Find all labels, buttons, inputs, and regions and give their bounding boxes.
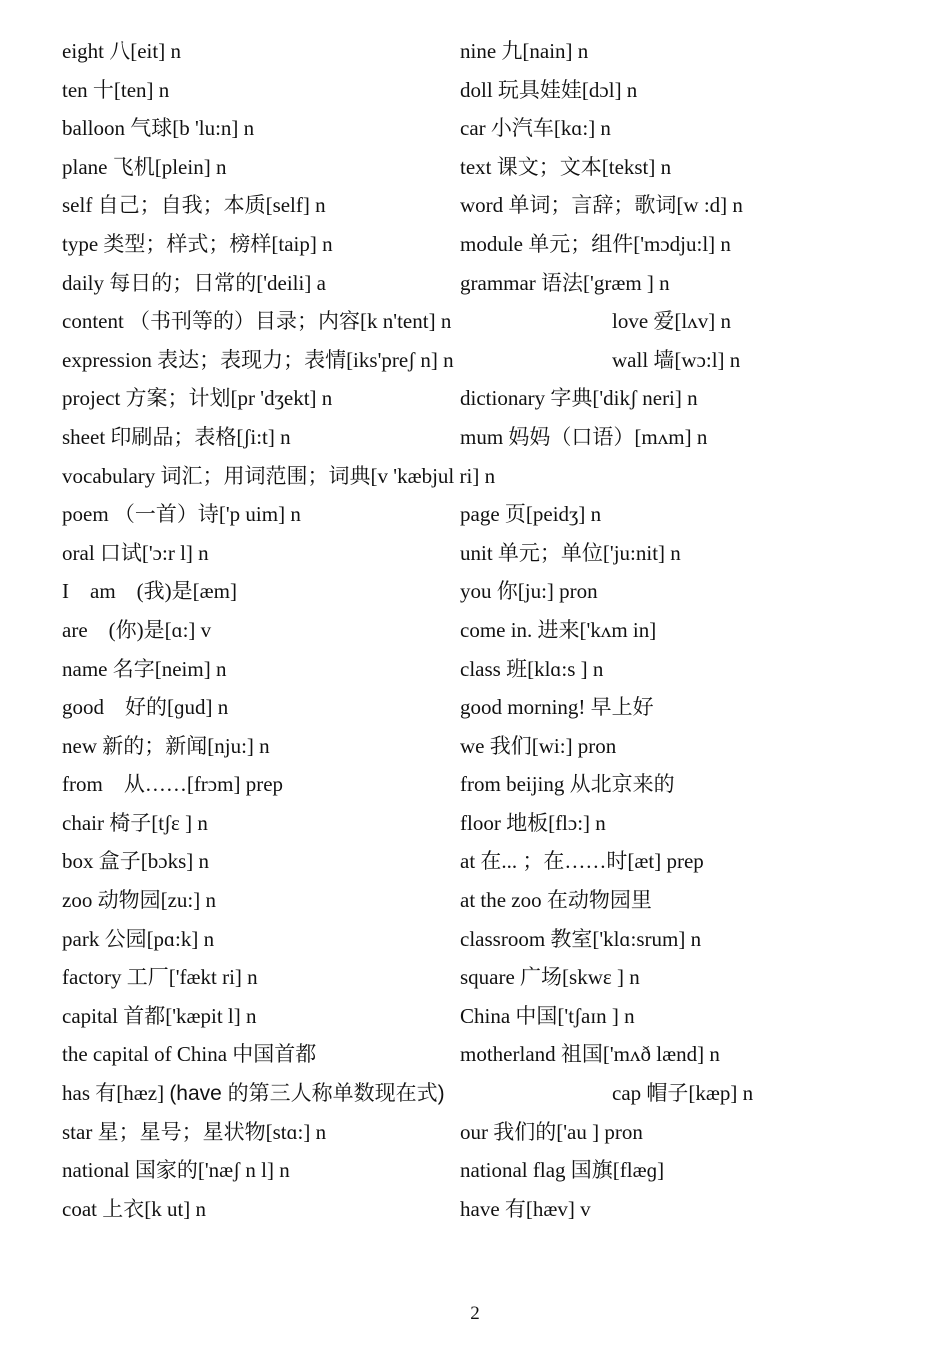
vocab-entry-right: square 广场[skwɛ ] n [460, 965, 640, 990]
vocab-row [62, 418, 902, 457]
vocab-entry-right: at 在... ；在……时[æt] prep [460, 849, 704, 874]
vocab-row [62, 341, 902, 380]
vocab-entry-right: come in. 进来['kʌm in] [460, 617, 657, 642]
vocab-entry-right: our 我们的['au ] pron [460, 1119, 643, 1144]
vocab-row [62, 1113, 902, 1152]
vocab-entry-left: the capital of China 中国首都 [62, 1042, 317, 1067]
vocab-row [62, 225, 902, 264]
vocab-row [62, 727, 902, 766]
vocab-row [62, 958, 902, 997]
vocab-entry-right: classroom 教室['klɑ:srum] n [460, 926, 702, 951]
vocab-entry-left: type 类型；样式；榜样[taip] n [62, 231, 333, 256]
vocab-entry-left [62, 1074, 445, 1114]
vocab-entry-right: China 中国['tʃaɪn ] n [460, 1003, 635, 1028]
vocab-entry-right: floor 地板[flɔ:] n [460, 810, 606, 835]
vocab-row [62, 32, 902, 71]
vocab-entry-left: sheet 印刷品；表格[ʃi:t] n [62, 424, 291, 449]
vocab-entry-right: wall 墙[wɔ:l] n [612, 347, 741, 372]
vocab-entry-right: mum 妈妈（口语）[mʌm] n [460, 424, 708, 449]
vocab-entry-right: national flag 国旗[flæɡ] [460, 1158, 665, 1183]
vocab-row [62, 186, 902, 225]
vocab-entry-left: expression 表达；表现力；表情[iks'preʃ n] n [62, 347, 454, 372]
vocab-entry-right: car 小汽车[kɑ:] n [460, 116, 611, 141]
vocab-entry-right: class 班[klɑ:s ] n [460, 656, 604, 681]
vocab-row [62, 842, 902, 881]
vocab-row [62, 881, 902, 920]
vocab-entry-left: factory 工厂['fækt ri] n [62, 965, 258, 990]
vocab-entry-left: new 新的；新闻[nju:] n [62, 733, 270, 758]
vocab-row [62, 148, 902, 187]
vocab-row [62, 109, 902, 148]
vocab-row [62, 1074, 902, 1113]
vocab-row [62, 1035, 902, 1074]
vocabulary-list [62, 32, 902, 1228]
vocab-entry-left: balloon 气球[b 'lu:n] n [62, 116, 255, 141]
vocab-row [62, 804, 902, 843]
vocab-row [62, 379, 902, 418]
vocab-entry-left: chair 椅子[tʃɛ ] n [62, 810, 208, 835]
vocab-entry-right: nine 九[nain] n [460, 39, 589, 63]
vocab-entry-right: page 页[peidʒ] n [460, 502, 602, 527]
vocab-entry-left: I am (我)是[æm] [62, 579, 237, 604]
vocab-row [62, 1151, 902, 1190]
vocab-row [62, 534, 902, 573]
has-entry-word: has 有[hæz] [62, 1081, 170, 1106]
vocab-entry-left: from 从……[frɔm] prep [62, 772, 284, 797]
vocab-entry-left: project 方案；计划[pr 'dʒekt] n [62, 386, 333, 411]
vocab-entry-left: vocabulary 词汇；用词范围；词典[v 'kæbjul ri] n [62, 463, 496, 488]
vocab-row [62, 1190, 902, 1229]
vocab-row [62, 650, 902, 689]
vocab-entry-right: text 课文；文本[tekst] n [460, 154, 672, 179]
vocab-entry-left: plane 飞机[plein] n [62, 154, 227, 179]
vocab-row [62, 688, 902, 727]
page-number: 2 [470, 1303, 480, 1324]
vocab-entry-right: good morning! 早上好 [460, 695, 654, 720]
vocab-entry-left: park 公园[pɑ:k] n [62, 926, 215, 951]
vocab-row [62, 997, 902, 1036]
vocab-entry-right: module 单元；组件['mɔdju:l] n [460, 231, 731, 256]
vocab-row [62, 572, 902, 611]
vocab-entry-left: star 星；星号；星状物[stɑ:] n [62, 1119, 327, 1144]
vocab-entry-right: motherland 祖国['mʌð lænd] n [460, 1042, 720, 1067]
has-entry-note: (have 的第三人称单数现在式) [169, 1082, 445, 1106]
vocab-entry-right: cap 帽子[kæp] n [612, 1081, 754, 1106]
vocab-entry-left: name 名字[neim] n [62, 656, 227, 681]
vocab-entry-right: have 有[hæv] v [460, 1196, 591, 1221]
vocab-row [62, 457, 902, 496]
vocab-entry-right: word 单词；言辞；歌词[w :d] n [460, 193, 743, 218]
vocab-row [62, 611, 902, 650]
vocab-entry-right: from beijing 从北京来的 [460, 772, 675, 797]
vocab-entry-right: dictionary 字典['dikʃ neri] n [460, 386, 698, 411]
vocab-entry-right: unit 单元；单位['ju:nit] n [460, 540, 681, 565]
vocab-entry-left: box 盒子[bɔks] n [62, 849, 209, 874]
vocab-row [62, 264, 902, 303]
vocab-entry-left: good 好的[ɡud] n [62, 695, 229, 720]
vocab-entry-left: poem （一首）诗['p uim] n [62, 502, 301, 527]
vocab-entry-left: capital 首都['kæpit l] n [62, 1003, 257, 1028]
vocab-entry-left: self 自己；自我；本质[self] n [62, 193, 326, 218]
vocab-row [62, 495, 902, 534]
vocab-entry-left: daily 每日的；日常的['deili] a [62, 270, 326, 295]
vocab-entry-left: national 国家的['næʃ n l] n [62, 1158, 290, 1183]
vocab-entry-left: content （书刊等的）目录；内容[k n'tent] n [62, 309, 452, 334]
vocab-row [62, 765, 902, 804]
vocab-entry-right: at the zoo 在动物园里 [460, 888, 652, 913]
vocab-entry-right: grammar 语法['græm ] n [460, 270, 670, 295]
vocab-entry-left: coat 上衣[k ut] n [62, 1196, 207, 1221]
vocab-entry-right: doll 玩具娃娃[dɔl] n [460, 77, 638, 102]
vocab-entry-right: love 爱[lʌv] n [612, 309, 731, 334]
vocab-entry-left: are (你)是[ɑ:] v [62, 617, 212, 642]
vocab-entry-right: we 我们[wi:] pron [460, 733, 617, 758]
vocab-row [62, 71, 902, 110]
vocab-row [62, 920, 902, 959]
vocab-entry-left: oral 口试['ɔ:r l] n [62, 540, 209, 565]
vocab-entry-left: ten 十[ten] n [62, 77, 170, 102]
vocab-entry-right: you 你[ju:] pron [460, 579, 598, 604]
vocab-entry-left: eight 八[eit] n [62, 39, 181, 63]
vocab-row [62, 302, 902, 341]
vocab-entry-left: zoo 动物园[zu:] n [62, 888, 216, 913]
